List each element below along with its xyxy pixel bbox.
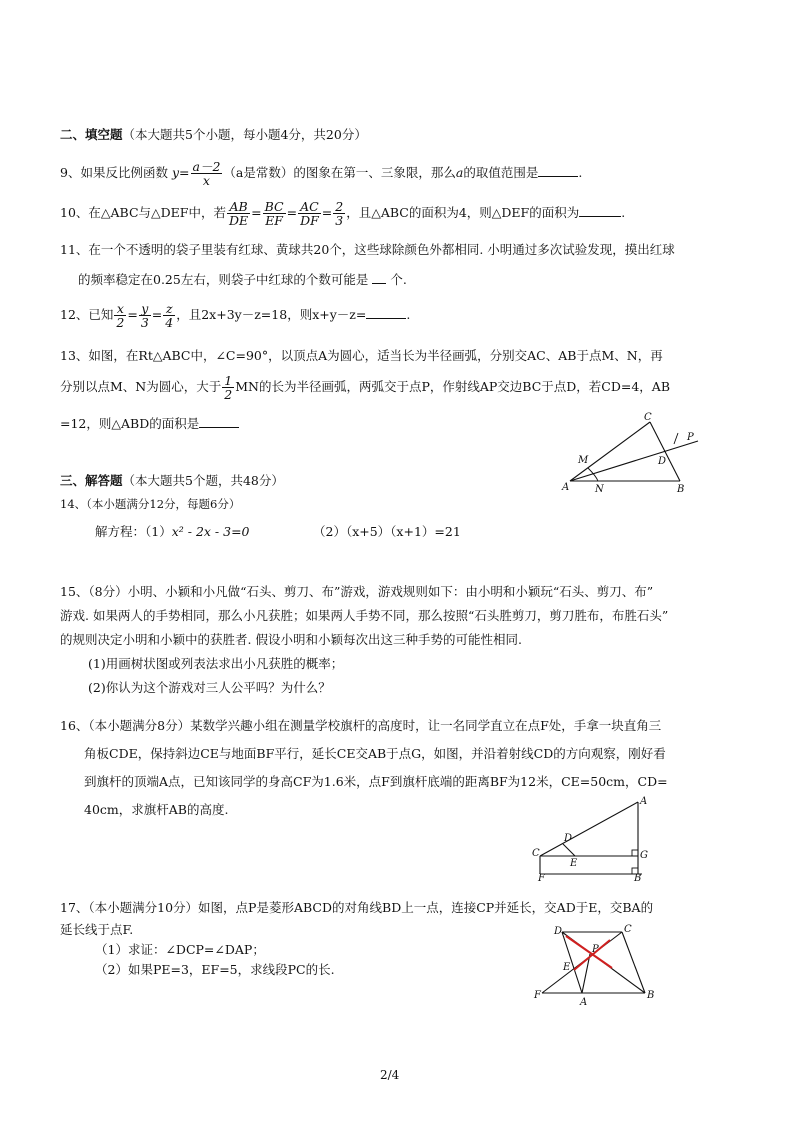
q11-line-2 bbox=[78, 271, 407, 287]
q13-answer-blank[interactable] bbox=[199, 415, 239, 428]
q12-suffix: ，且2x+3y－z=18，则x+y－z= bbox=[176, 307, 367, 323]
section2-note: （本大题共5个小题，每小题4分，共20分） bbox=[122, 127, 367, 142]
q13-seg-ac bbox=[570, 422, 650, 481]
q9-frac-den: x bbox=[202, 173, 210, 189]
q15-sub-2: (2)你认为这个游戏对三人公平吗？为什么？ bbox=[88, 680, 331, 695]
q13-arc-p bbox=[674, 433, 678, 444]
q17-label-f: F bbox=[534, 990, 541, 1001]
q16-line-2: 角板CDE，保持斜边CE与地面BF平行，延长CE交AB于点G，如图，并沿着射线CD的方向观察，刚好看 bbox=[84, 746, 666, 761]
q13-figure bbox=[560, 408, 705, 494]
q12-frac-1 bbox=[114, 302, 126, 329]
q10-suffix: ，且△ABC的面积为4，则△DEF的面积为 bbox=[346, 205, 580, 221]
q13-label-d: D bbox=[658, 456, 667, 467]
q15-sub-1: (1)用画树状图或列表法求出小凡获胜的概率； bbox=[88, 656, 344, 671]
q13-label-n: N bbox=[595, 484, 604, 494]
q16-line-1: 16、（本小题满分8分）某数学兴趣小组在测量学校旗杆的高度时，让一名同学直立在点F处，手拿一块直角三 bbox=[60, 718, 662, 733]
q10-f2-num: BC bbox=[264, 199, 284, 214]
q17-label-c: C bbox=[624, 924, 632, 935]
q10-f4-num: 2 bbox=[335, 199, 344, 214]
q14-eq1: x² - 2x - 3=0 bbox=[171, 524, 250, 539]
q16-label-d: D bbox=[564, 833, 573, 844]
q13-label-b: B bbox=[677, 484, 685, 494]
q17-label-a: A bbox=[580, 997, 588, 1008]
q17-sub-1: （1）求证：∠DCP=∠DAP； bbox=[95, 942, 265, 957]
q16-line-3: 到旗杆的顶端A点，已知该同学的身高CF为1.6米，点F到旗杆底端的距离BF为12米，CE=50cm，CD= bbox=[84, 774, 668, 789]
q15-line-1: 15、（8分）小明、小颖和小凡做“石头、剪刀、布”游戏，游戏规则如下：由小明和小颖玩“石头、剪刀、布” bbox=[60, 584, 654, 599]
q10-eq-2: = bbox=[286, 205, 298, 221]
q9-eq: = bbox=[179, 165, 190, 181]
q17-label-b: B bbox=[647, 990, 655, 1001]
q16-line-4: 40cm，求旗杆AB的高度. bbox=[84, 802, 229, 817]
question-12 bbox=[60, 302, 410, 329]
q16-label-c: C bbox=[532, 848, 540, 859]
q13-frac-den: 2 bbox=[224, 387, 233, 403]
q9-var: a bbox=[455, 165, 464, 181]
q16-label-g: G bbox=[640, 850, 648, 861]
q16-figure bbox=[530, 794, 655, 882]
q12-f1-num: x bbox=[114, 302, 126, 316]
q9-mid: （a是常数）的图象在第一、三象限，那么 bbox=[223, 165, 456, 181]
section3-note: （本大题共5个题，共48分） bbox=[122, 473, 284, 488]
q13-line-2 bbox=[60, 374, 670, 401]
q10-f2-den: EF bbox=[265, 213, 283, 229]
q17-side-cb bbox=[622, 932, 645, 993]
q14-eq-prefix: 解方程：（1） bbox=[95, 524, 172, 539]
q9-fraction bbox=[191, 160, 223, 187]
q16-label-b: B bbox=[634, 873, 642, 882]
q10-f4-den: 3 bbox=[335, 213, 344, 229]
q13-line-3-text: =12，则△ABD的面积是 bbox=[60, 416, 200, 431]
q10-frac-3 bbox=[298, 200, 321, 227]
q10-prefix: 10、在△ABC与△DEF中，若 bbox=[60, 205, 226, 221]
q13-label-m: M bbox=[578, 455, 589, 466]
q10-f3-den: DF bbox=[300, 213, 319, 229]
q10-f1-den: DE bbox=[228, 213, 249, 229]
q9-answer-blank[interactable] bbox=[538, 164, 578, 177]
q13-label-a: A bbox=[562, 482, 570, 493]
q11-answer-blank[interactable] bbox=[372, 271, 386, 284]
q12-end: . bbox=[406, 307, 411, 323]
q10-frac-1 bbox=[227, 200, 250, 227]
q10-f3-num: AC bbox=[298, 200, 321, 214]
q10-frac-4 bbox=[333, 200, 345, 227]
q10-f1-num: AB bbox=[227, 200, 250, 214]
q9-frac-num: a－2 bbox=[192, 159, 221, 174]
q16-triangle-de bbox=[563, 844, 575, 856]
section2-heading bbox=[60, 127, 367, 142]
q16-label-e: E bbox=[570, 858, 578, 869]
q10-end: . bbox=[621, 205, 626, 221]
page-number: 2/4 bbox=[380, 1068, 400, 1082]
q11-line-2a: 的频率稳定在0.25左右，则袋子中红球的个数可能是 bbox=[78, 272, 369, 287]
q16-label-a: A bbox=[640, 796, 648, 807]
q12-prefix: 12、已知 bbox=[60, 307, 114, 323]
q17-line-1: 17、（本小题满分10分）如图，点P是菱形ABCD的对角线BD上一点，连接CP并延长，交AD于E，交BA的 bbox=[60, 900, 654, 915]
q13-ray-ap bbox=[570, 441, 698, 481]
q9-end: . bbox=[578, 165, 583, 181]
q12-f1-den: 2 bbox=[116, 315, 125, 331]
q9-suffix: 的取值范围是 bbox=[463, 165, 539, 181]
q13-label-c: C bbox=[644, 412, 652, 423]
q12-f3-den: 4 bbox=[165, 315, 174, 331]
question-10 bbox=[60, 200, 625, 227]
section3-heading bbox=[60, 473, 284, 488]
q13-fraction bbox=[222, 374, 234, 401]
q16-sightline-ca bbox=[540, 802, 638, 856]
q12-f2-num: y bbox=[139, 302, 151, 316]
q15-line-2: 游戏. 如果两人的手势相同，那么小凡获胜；如果两人手势不同，那么按照“石头胜剪刀，剪刀胜布，布胜石头” bbox=[60, 608, 669, 623]
q17-red-mark-1 bbox=[566, 936, 612, 968]
q14-title: 14、（本小题满分12分，每题6分） bbox=[60, 497, 241, 511]
section3-title: 三、解答题 bbox=[60, 473, 123, 488]
q17-label-e: E bbox=[563, 962, 571, 973]
q17-label-p: P bbox=[592, 944, 599, 955]
q16-label-f: F bbox=[538, 873, 545, 882]
q12-frac-3 bbox=[163, 302, 175, 329]
q13-line-2b: MN的长为半径画弧，两弧交于点P，作射线AP交边BC于点D，若CD=4，AB bbox=[235, 379, 671, 395]
q13-line-1: 13、如图，在Rt△ABC中，∠C=90°，以顶点A为圆心，适当长为半径画弧，分别交AC、AB于点M、N，再 bbox=[60, 348, 663, 363]
q10-eq-3: = bbox=[321, 205, 333, 221]
q16-right-angle-g bbox=[632, 850, 638, 856]
q12-f2-den: 3 bbox=[140, 315, 149, 331]
q14-equation-2: （2）（x+5）（x+1）=21 bbox=[313, 524, 461, 539]
q11-line-2b: 个. bbox=[390, 272, 407, 287]
q17-label-d: D bbox=[554, 926, 563, 937]
q13-frac-num: 1 bbox=[224, 373, 233, 388]
q12-answer-blank[interactable] bbox=[366, 306, 406, 319]
q9-func-y: y bbox=[171, 165, 180, 181]
q12-eq-1: = bbox=[127, 307, 138, 323]
q12-frac-2 bbox=[139, 302, 151, 329]
q10-answer-blank[interactable] bbox=[579, 204, 621, 217]
q13-line-3 bbox=[60, 415, 239, 431]
q10-eq-1: = bbox=[251, 205, 262, 221]
q10-frac-2 bbox=[263, 200, 286, 227]
q15-line-3: 的规则决定小明和小颖中的获胜者. 假设小明和小颖每次出这三种手势的可能性相同. bbox=[60, 632, 522, 647]
q12-eq-2: = bbox=[151, 307, 163, 323]
question-9 bbox=[60, 160, 582, 187]
q12-f3-num: z bbox=[163, 302, 175, 316]
q17-sub-2: （2）如果PE=3，EF=5，求线段PC的长. bbox=[95, 962, 335, 977]
q17-line-2: 延长线于点F. bbox=[60, 922, 134, 937]
q9-prefix: 9、如果反比例函数 bbox=[60, 165, 168, 181]
q17-figure bbox=[530, 920, 660, 1015]
q13-line-2a: 分别以点M、N为圆心，大于 bbox=[60, 379, 222, 395]
q11-line-1: 11、在一个不透明的袋子里装有红球、黄球共20个，这些球除颜色外都相同. 小明通过多次试验发现，摸出红球 bbox=[60, 242, 675, 257]
section2-title: 二、填空题 bbox=[60, 127, 123, 142]
q13-label-p: P bbox=[687, 432, 694, 443]
q14-equation-1 bbox=[95, 524, 250, 539]
